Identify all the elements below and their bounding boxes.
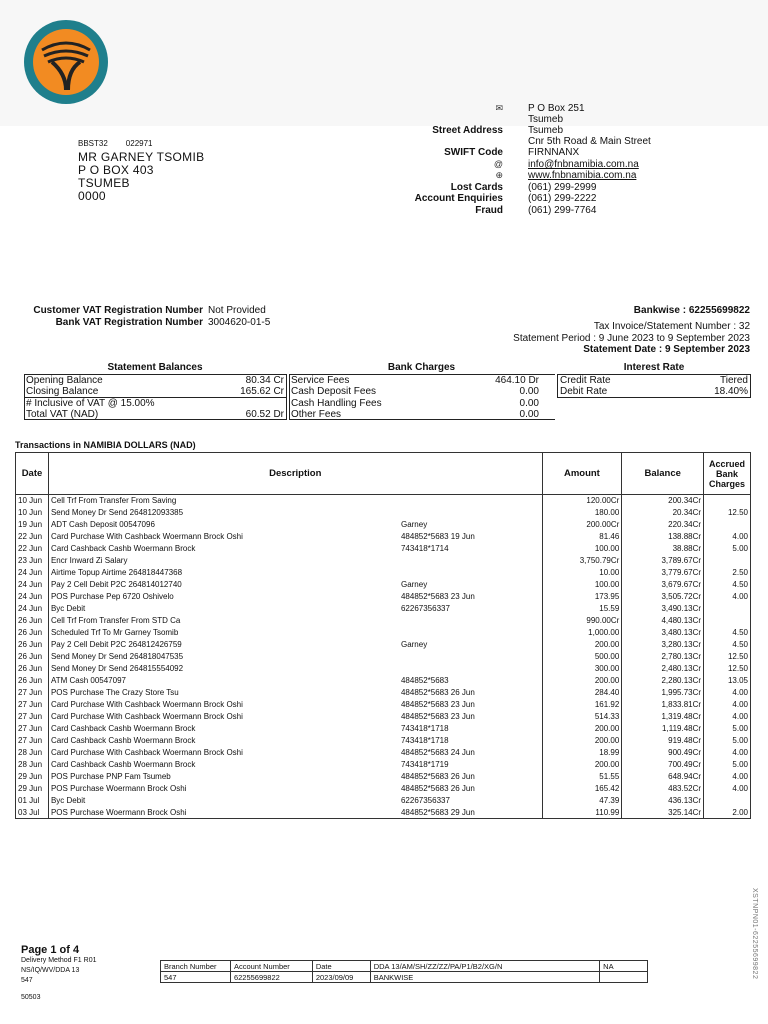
transaction-description: [48, 759, 542, 771]
transaction-balance: 2,280.13Cr: [622, 675, 704, 687]
transaction-date: 10 Jun: [16, 507, 49, 519]
date-header-footer: Date: [312, 961, 370, 972]
table-row: [16, 783, 751, 795]
swift-row: SWIFT Code FIRNNANX: [444, 147, 580, 158]
at-icon: @: [493, 159, 503, 169]
transaction-date: 26 Jun: [16, 675, 49, 687]
table-row: [16, 603, 751, 615]
transaction-amount: 200.00: [542, 639, 622, 651]
transaction-amount: 47.39: [542, 795, 622, 807]
transaction-description: [48, 591, 542, 603]
transactions-body: [16, 495, 751, 819]
description-text: Pay 2 Cell Debit P2C 264812426759: [50, 640, 182, 649]
transaction-accrued-charge: 12.50: [704, 651, 751, 663]
description-reference: 484852*5683 24 Jun: [400, 748, 475, 757]
street-row: Street Address Tsumeb: [432, 125, 564, 136]
description-text: Byc Debit: [50, 604, 86, 613]
transaction-description: [48, 795, 542, 807]
transaction-accrued-charge: 4.00: [704, 711, 751, 723]
transaction-balance: 20.34Cr: [622, 507, 704, 519]
account-number-header: Account Number: [230, 961, 312, 972]
transaction-amount: 200.00: [542, 735, 622, 747]
website-row: [380, 170, 680, 181]
transaction-balance: 900.49Cr: [622, 747, 704, 759]
description-text: Byc Debit: [50, 796, 86, 805]
transaction-description: [48, 555, 542, 567]
table-row: [16, 519, 751, 531]
transaction-amount: 300.00: [542, 663, 622, 675]
transaction-description: [48, 627, 542, 639]
description-reference: 484852*5683 19 Jun: [400, 532, 475, 541]
transaction-description: [48, 699, 542, 711]
description-text: POS Purchase Woermann Brock Oshi: [50, 807, 187, 817]
description-text: Send Money Dr Send 264818047535: [50, 652, 184, 661]
transaction-description: [48, 735, 542, 747]
transaction-amount: 200.00: [542, 675, 622, 687]
bank-vat-label: Bank VAT Registration Number: [55, 317, 203, 328]
transaction-accrued-charge: [704, 615, 751, 627]
description-text: ATM Cash 00547097: [50, 676, 126, 685]
transaction-balance: 3,779.67Cr: [622, 567, 704, 579]
transaction-date: 26 Jun: [16, 651, 49, 663]
transaction-description: [48, 711, 542, 723]
transaction-accrued-charge: 13.05: [704, 675, 751, 687]
transaction-accrued-charge: 4.50: [704, 579, 751, 591]
transaction-balance: 138.88Cr: [622, 531, 704, 543]
bank-vat-value: 3004620-01-5: [208, 317, 271, 328]
customer-address-line: TSUMEB: [78, 176, 130, 190]
description-reference: 484852*5683 23 Jun: [400, 712, 475, 721]
transaction-amount: 100.00: [542, 543, 622, 555]
enquiries-row: Account Enquiries (061) 299-2222: [414, 193, 597, 204]
table-row: [16, 807, 751, 819]
table-row: [16, 555, 751, 567]
cash-deposit-fees-row: Cash Deposit Fees 0.00: [291, 386, 539, 397]
table-row: [16, 495, 751, 507]
transaction-balance: 3,480.13Cr: [622, 627, 704, 639]
transaction-date: 19 Jun: [16, 519, 49, 531]
table-row: [16, 531, 751, 543]
date-header: Date: [16, 453, 49, 495]
table-row: [16, 711, 751, 723]
transaction-accrued-charge: 4.00: [704, 771, 751, 783]
transaction-balance: 2,780.13Cr: [622, 651, 704, 663]
table-row: [16, 591, 751, 603]
customer-address-line: P O BOX 403: [78, 163, 154, 177]
table-row: [16, 579, 751, 591]
description-reference: 484852*5683 26 Jun: [400, 772, 475, 781]
transaction-accrued-charge: 12.50: [704, 663, 751, 675]
transaction-balance: 1,995.73Cr: [622, 687, 704, 699]
transaction-amount: 110.99: [542, 807, 622, 819]
transaction-accrued-charge: 4.00: [704, 699, 751, 711]
transaction-description: [48, 567, 542, 579]
transaction-accrued-charge: [704, 555, 751, 567]
product-value: BANKWISE: [370, 972, 599, 983]
transaction-accrued-charge: 4.00: [704, 531, 751, 543]
cash-handling-fees-row: Cash Handling Fees 0.00: [291, 398, 539, 409]
transaction-balance: 483.52Cr: [622, 783, 704, 795]
transaction-description: [48, 807, 542, 819]
transaction-accrued-charge: 4.00: [704, 747, 751, 759]
branch-code: BBST32 022971: [78, 139, 153, 148]
side-code: XSTNPN01-62255699822: [751, 888, 758, 980]
transaction-amount: 15.59: [542, 603, 622, 615]
date-value: 2023/09/09: [312, 972, 370, 983]
transaction-date: 24 Jun: [16, 579, 49, 591]
globe-icon: ⊕: [495, 170, 503, 180]
transaction-date: 27 Jun: [16, 723, 49, 735]
transaction-balance: 1,833.81Cr: [622, 699, 704, 711]
description-text: Card Purchase With Cashback Woermann Brock Oshi: [50, 532, 243, 541]
transaction-date: 22 Jun: [16, 543, 49, 555]
description-text: Send Money Dr Send 264815554092: [50, 664, 184, 673]
transaction-date: 28 Jun: [16, 759, 49, 771]
description-reference: 743418*1714: [400, 544, 449, 553]
transaction-description: [48, 531, 542, 543]
transaction-balance: 700.49Cr: [622, 759, 704, 771]
transaction-description: [48, 723, 542, 735]
table-row: [16, 771, 751, 783]
transactions-title: Transactions in NAMIBIA DOLLARS (NAD): [15, 440, 196, 450]
transaction-description: [48, 495, 542, 507]
description-text: POS Purchase Pep 6720 Oshivelo: [50, 592, 174, 601]
transaction-accrued-charge: 5.00: [704, 543, 751, 555]
transaction-description: [48, 615, 542, 627]
transaction-description: [48, 771, 542, 783]
transaction-description: [48, 603, 542, 615]
transactions-table: [15, 452, 751, 819]
description-text: Cell Trf From Transfer From Saving: [50, 496, 177, 506]
transaction-balance: 200.34Cr: [622, 495, 704, 507]
blank-cell: [600, 972, 648, 983]
debit-rate-row: Debit Rate 18.40%: [560, 386, 748, 397]
accrued-header: Accrued Bank Charges: [704, 453, 751, 495]
transaction-date: 27 Jun: [16, 687, 49, 699]
transaction-date: 27 Jun: [16, 711, 49, 723]
statement-period: Statement Period : 9 June 2023 to 9 September 2023: [513, 333, 750, 344]
invoice-number: Tax Invoice/Statement Number : 32: [593, 321, 750, 332]
description-reference: 743418*1718: [400, 724, 449, 733]
transaction-balance: 648.94Cr: [622, 771, 704, 783]
envelope-icon: ✉: [495, 103, 503, 113]
table-row: [16, 687, 751, 699]
po-box-row: ✉ P O Box 251: [495, 103, 585, 114]
transaction-accrued-charge: 4.00: [704, 783, 751, 795]
opening-balance-row: Opening Balance 80.34 Cr: [26, 375, 284, 386]
transaction-accrued-charge: [704, 495, 751, 507]
po-town-row: Tsumeb: [528, 114, 564, 125]
description-text: Cell Trf From Transfer From STD Ca: [50, 616, 181, 625]
vat-inclusive-row: # Inclusive of VAT @ 15.00%: [26, 398, 155, 409]
statement-date: Statement Date : 9 September 2023: [583, 344, 750, 355]
transaction-description: [48, 747, 542, 759]
transaction-date: 23 Jun: [16, 555, 49, 567]
table-row: [16, 675, 751, 687]
transaction-description: [48, 507, 542, 519]
description-reference: 484852*5683 26 Jun: [400, 784, 475, 793]
interest-rate-title: Interest Rate: [623, 362, 685, 373]
description-text: Card Cashback Cashb Woermann Brock: [50, 760, 196, 769]
description-reference: 484852*5683 26 Jun: [400, 688, 475, 697]
transaction-accrued-charge: 4.00: [704, 687, 751, 699]
transaction-balance: 1,319.48Cr: [622, 711, 704, 723]
transaction-date: 26 Jun: [16, 627, 49, 639]
transaction-description: [48, 519, 542, 531]
description-reference: 484852*5683 29 Jun: [400, 807, 475, 817]
fraud-row: Fraud (061) 299-7764: [475, 205, 597, 216]
table-row: [16, 615, 751, 627]
transaction-description: [48, 543, 542, 555]
transaction-date: 27 Jun: [16, 699, 49, 711]
transaction-accrued-charge: 2.00: [704, 807, 751, 819]
na-header: NA: [600, 961, 648, 972]
transaction-description: [48, 651, 542, 663]
table-row: [16, 747, 751, 759]
table-row: [16, 699, 751, 711]
description-text: Card Purchase With Cashback Woermann Brock Oshi: [50, 700, 243, 709]
transaction-amount: 500.00: [542, 651, 622, 663]
transaction-accrued-charge: 4.50: [704, 639, 751, 651]
table-header-row: [16, 453, 751, 495]
description-reference: Garney: [400, 520, 428, 529]
amount-header: Amount: [542, 453, 622, 495]
branch-number-value: 547: [161, 972, 231, 983]
description-text: Card Cashback Cashb Woermann Brock: [50, 736, 196, 745]
transaction-balance: 2,480.13Cr: [622, 663, 704, 675]
transaction-amount: 1,000.00: [542, 627, 622, 639]
transaction-balance: 38.88Cr: [622, 543, 704, 555]
transaction-accrued-charge: 5.00: [704, 735, 751, 747]
transaction-date: 26 Jun: [16, 615, 49, 627]
transaction-date: 28 Jun: [16, 747, 49, 759]
delivery-method: Delivery Method F1 R01: [21, 957, 97, 964]
transaction-amount: 514.33: [542, 711, 622, 723]
transaction-description: [48, 663, 542, 675]
transaction-balance: 3,490.13Cr: [622, 603, 704, 615]
account-number: Bankwise : 62255699822: [633, 305, 750, 316]
transaction-balance: 919.48Cr: [622, 735, 704, 747]
transaction-balance: 3,789.67Cr: [622, 555, 704, 567]
description-text: Card Purchase With Cashback Woermann Brock Oshi: [50, 712, 243, 721]
table-row: [16, 663, 751, 675]
description-text: Airtime Topup Airtime 264818447368: [50, 568, 183, 577]
description-text: Pay 2 Cell Debit P2C 264814012740: [50, 580, 182, 589]
transaction-balance: 1,119.48Cr: [622, 723, 704, 735]
transaction-amount: 3,750.79Cr: [542, 555, 622, 567]
description-text: Scheduled Trf To Mr Garney Tsomib: [50, 628, 179, 637]
lost-cards-row: Lost Cards (061) 299-2999: [450, 182, 597, 193]
transaction-description: [48, 687, 542, 699]
description-reference: Garney: [400, 640, 428, 649]
email-row: [380, 159, 680, 170]
transaction-amount: 10.00: [542, 567, 622, 579]
transaction-balance: 4,480.13Cr: [622, 615, 704, 627]
transaction-amount: 18.99: [542, 747, 622, 759]
description-reference: 62267356337: [400, 796, 450, 805]
transaction-amount: 180.00: [542, 507, 622, 519]
table-row: [16, 759, 751, 771]
closing-balance-row: Closing Balance 165.62 Cr: [26, 386, 284, 397]
transaction-description: [48, 579, 542, 591]
transaction-description: [48, 639, 542, 651]
statement-balances-title: Statement Balances: [107, 362, 203, 373]
transaction-date: 26 Jun: [16, 639, 49, 651]
description-text: Card Cashback Cashb Woermann Brock: [50, 544, 196, 553]
description-reference: Garney: [400, 580, 428, 589]
description-reference: 743418*1719: [400, 760, 449, 769]
dda-code-header: DDA 13/AM/SH/ZZ/ZZ/PA/P1/B2/XG/N: [370, 961, 599, 972]
transaction-amount: 165.42: [542, 783, 622, 795]
description-reference: 484852*5683 23 Jun: [400, 700, 475, 709]
footer-number: 547: [21, 977, 33, 984]
transaction-amount: 200.00: [542, 759, 622, 771]
street-row-2: Cnr 5th Road & Main Street: [528, 136, 651, 147]
transaction-date: 24 Jun: [16, 591, 49, 603]
transaction-accrued-charge: 5.00: [704, 759, 751, 771]
table-row: [16, 735, 751, 747]
description-reference: 484852*5683: [400, 676, 449, 685]
description-text: POS Purchase PNP Fam Tsumeb: [50, 772, 171, 781]
customer-name: MR GARNEY TSOMIB: [78, 150, 205, 164]
email-link[interactable]: info@fnbnamibia.com.na: [528, 159, 639, 170]
transaction-date: 01 Jul: [16, 795, 49, 807]
balance-header: Balance: [622, 453, 704, 495]
account-number-value: 62255699822: [230, 972, 312, 983]
transaction-balance: 3,679.67Cr: [622, 579, 704, 591]
description-text: Card Cashback Cashb Woermann Brock: [50, 724, 196, 733]
transaction-amount: 100.00: [542, 579, 622, 591]
transaction-description: [48, 675, 542, 687]
other-fees-row: Other Fees 0.00: [291, 409, 539, 420]
description-text: Send Money Dr Send 264812093385: [50, 508, 184, 517]
transaction-accrued-charge: 5.00: [704, 723, 751, 735]
transaction-balance: 3,505.72Cr: [622, 591, 704, 603]
transaction-date: 24 Jun: [16, 603, 49, 615]
branch-number-header: Branch Number: [161, 961, 231, 972]
transaction-accrued-charge: [704, 603, 751, 615]
transaction-accrued-charge: 4.00: [704, 591, 751, 603]
transaction-amount: 51.55: [542, 771, 622, 783]
table-row: [16, 723, 751, 735]
transaction-date: 29 Jun: [16, 783, 49, 795]
description-text: POS Purchase Woermann Brock Oshi: [50, 784, 187, 793]
table-row: [16, 639, 751, 651]
transaction-amount: 81.46: [542, 531, 622, 543]
table-row: [16, 507, 751, 519]
transaction-date: 10 Jun: [16, 495, 49, 507]
transaction-amount: 990.00Cr: [542, 615, 622, 627]
total-vat-row: Total VAT (NAD) 60.52 Dr: [26, 409, 284, 420]
transaction-accrued-charge: 12.50: [704, 507, 751, 519]
footer-info-table: [160, 960, 648, 983]
transaction-balance: 3,280.13Cr: [622, 639, 704, 651]
customer-address-line: 0000: [78, 189, 106, 203]
customer-vat-label: Customer VAT Registration Number: [33, 305, 203, 316]
transaction-accrued-charge: [704, 519, 751, 531]
credit-rate-row: Credit Rate Tiered: [560, 375, 748, 386]
transaction-amount: 161.92: [542, 699, 622, 711]
description-text: Encr Inward Zi Salary: [50, 556, 128, 565]
transaction-balance: 436.13Cr: [622, 795, 704, 807]
description-reference: 62267356337: [400, 604, 450, 613]
transaction-balance: 220.34Cr: [622, 519, 704, 531]
transaction-amount: 120.00Cr: [542, 495, 622, 507]
transaction-balance: 325.14Cr: [622, 807, 704, 819]
transaction-amount: 284.40: [542, 687, 622, 699]
transaction-accrued-charge: 2.50: [704, 567, 751, 579]
transaction-amount: 200.00: [542, 723, 622, 735]
description-text: ADT Cash Deposit 00547096: [50, 520, 155, 529]
website-link[interactable]: www.fnbnamibia.com.na: [528, 170, 637, 181]
transaction-amount: 173.95: [542, 591, 622, 603]
description-text: POS Purchase The Crazy Store Tsu: [50, 688, 179, 697]
table-row: [16, 795, 751, 807]
transaction-description: [48, 783, 542, 795]
bank-charges-title: Bank Charges: [387, 362, 456, 373]
transaction-date: 24 Jun: [16, 567, 49, 579]
page-number: Page 1 of 4: [21, 944, 80, 956]
description-reference: 743418*1718: [400, 736, 449, 745]
table-row: [16, 567, 751, 579]
footer-bottom-code: 50503: [21, 994, 41, 1001]
description-reference: 484852*5683 23 Jun: [400, 592, 475, 601]
table-row: [16, 543, 751, 555]
description-header: Description: [48, 453, 542, 495]
transaction-date: 26 Jun: [16, 663, 49, 675]
transaction-accrued-charge: 4.50: [704, 627, 751, 639]
transaction-date: 03 Jul: [16, 807, 49, 819]
transaction-date: 29 Jun: [16, 771, 49, 783]
customer-vat-value: Not Provided: [208, 305, 266, 316]
transaction-amount: 200.00Cr: [542, 519, 622, 531]
footer-codes: NS/IQ/WV/DDA 13: [21, 967, 80, 974]
transaction-date: 22 Jun: [16, 531, 49, 543]
table-row: [16, 651, 751, 663]
service-fees-row: Service Fees 464.10 Dr: [291, 375, 539, 386]
table-row: [16, 627, 751, 639]
bank-logo-icon: [22, 18, 110, 106]
transaction-accrued-charge: [704, 795, 751, 807]
transaction-date: 27 Jun: [16, 735, 49, 747]
description-text: Card Purchase With Cashback Woermann Brock Oshi: [50, 748, 243, 757]
